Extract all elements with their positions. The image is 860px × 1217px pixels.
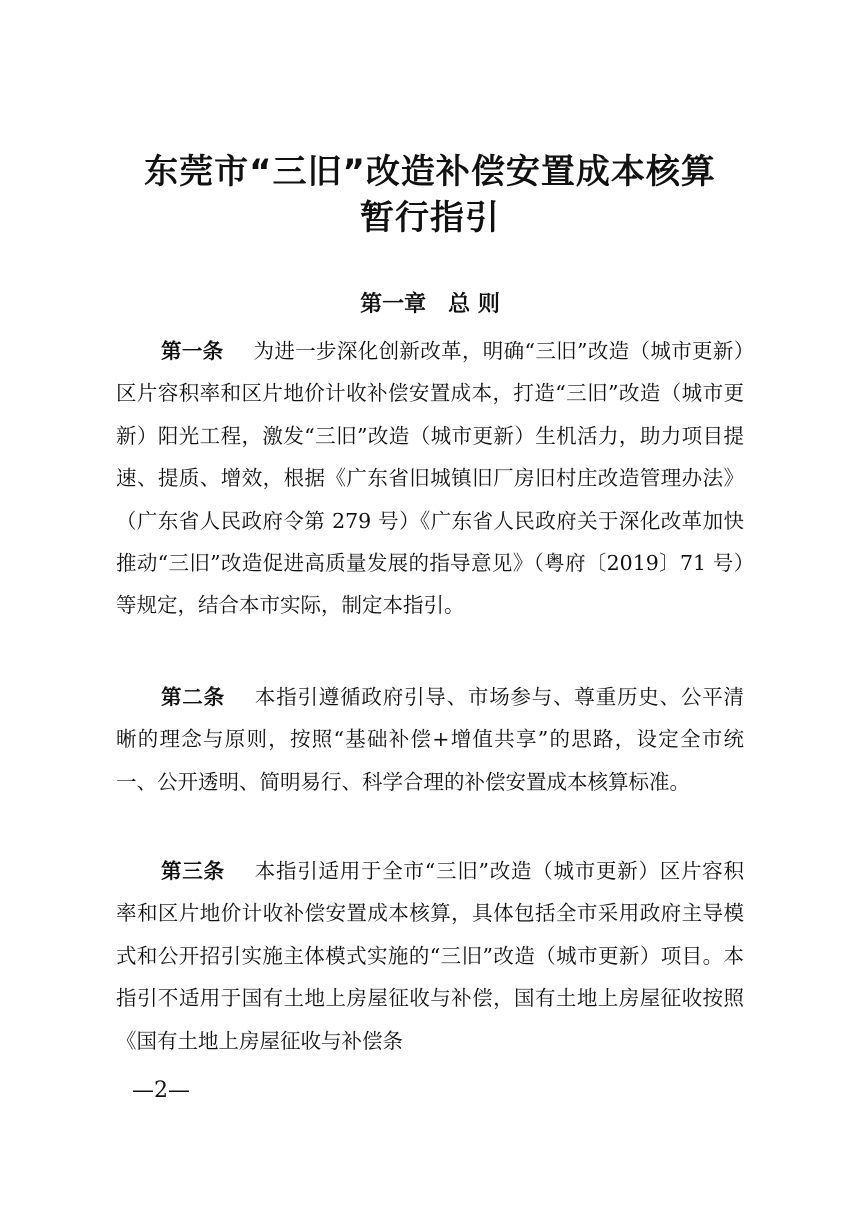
article-text: 本指引适用于全市“三旧”改造（城市更新）区片容积率和区片地价计收补偿安置成本核算，具体包括全市采用政府主导模式和公开招引实施主体模式实施的“三旧”改造（城市更新）项目。本指引不适用于国有土地上房屋征收与补偿，国有土地上房屋征收按照《国有土地上房屋征收与补偿条 xyxy=(116,859,745,1053)
chapter-number: 第一章 xyxy=(360,292,427,317)
page-number: —2— xyxy=(132,1078,190,1103)
article-text: 为进一步深化创新改革，明确“三旧”改造（城市更新）区片容积率和区片地价计收补偿安置成本，打造“三旧”改造（城市更新）阳光工程，激发“三旧”改造（城市更新）生机活力，助力项目提速、提质、增效，根据《广东省旧城镇旧厂房旧村庄改造管理办法》（广东省人民政府令第 279 号）《广东省人民政府关于深化改革加快推动“三旧”改造促进高质量发展的指导意见》（粤府〔2019〕71 号）等规定，结合本市实际，制定本指引。 xyxy=(116,339,744,618)
article-2 xyxy=(116,676,744,803)
article-1 xyxy=(116,330,744,627)
article-label: 第二条 xyxy=(161,685,225,709)
chapter-name: 总 则 xyxy=(448,292,500,317)
article-label: 第一条 xyxy=(161,339,224,363)
article-text: 本指引遵循政府引导、市场参与、尊重历史、公平清晰的理念与原则，按照“基础补偿+增值共享”的思路，设定全市统一、公开透明、简明易行、科学合理的补偿安置成本核算标准。 xyxy=(116,685,745,794)
chapter-heading xyxy=(0,290,860,320)
document-title: 东莞市“三旧”改造补偿安置成本核算 xyxy=(144,152,716,192)
document-title-line2: 暂行指引 xyxy=(360,198,500,238)
article-3 xyxy=(116,850,744,1062)
article-label: 第三条 xyxy=(161,859,225,883)
